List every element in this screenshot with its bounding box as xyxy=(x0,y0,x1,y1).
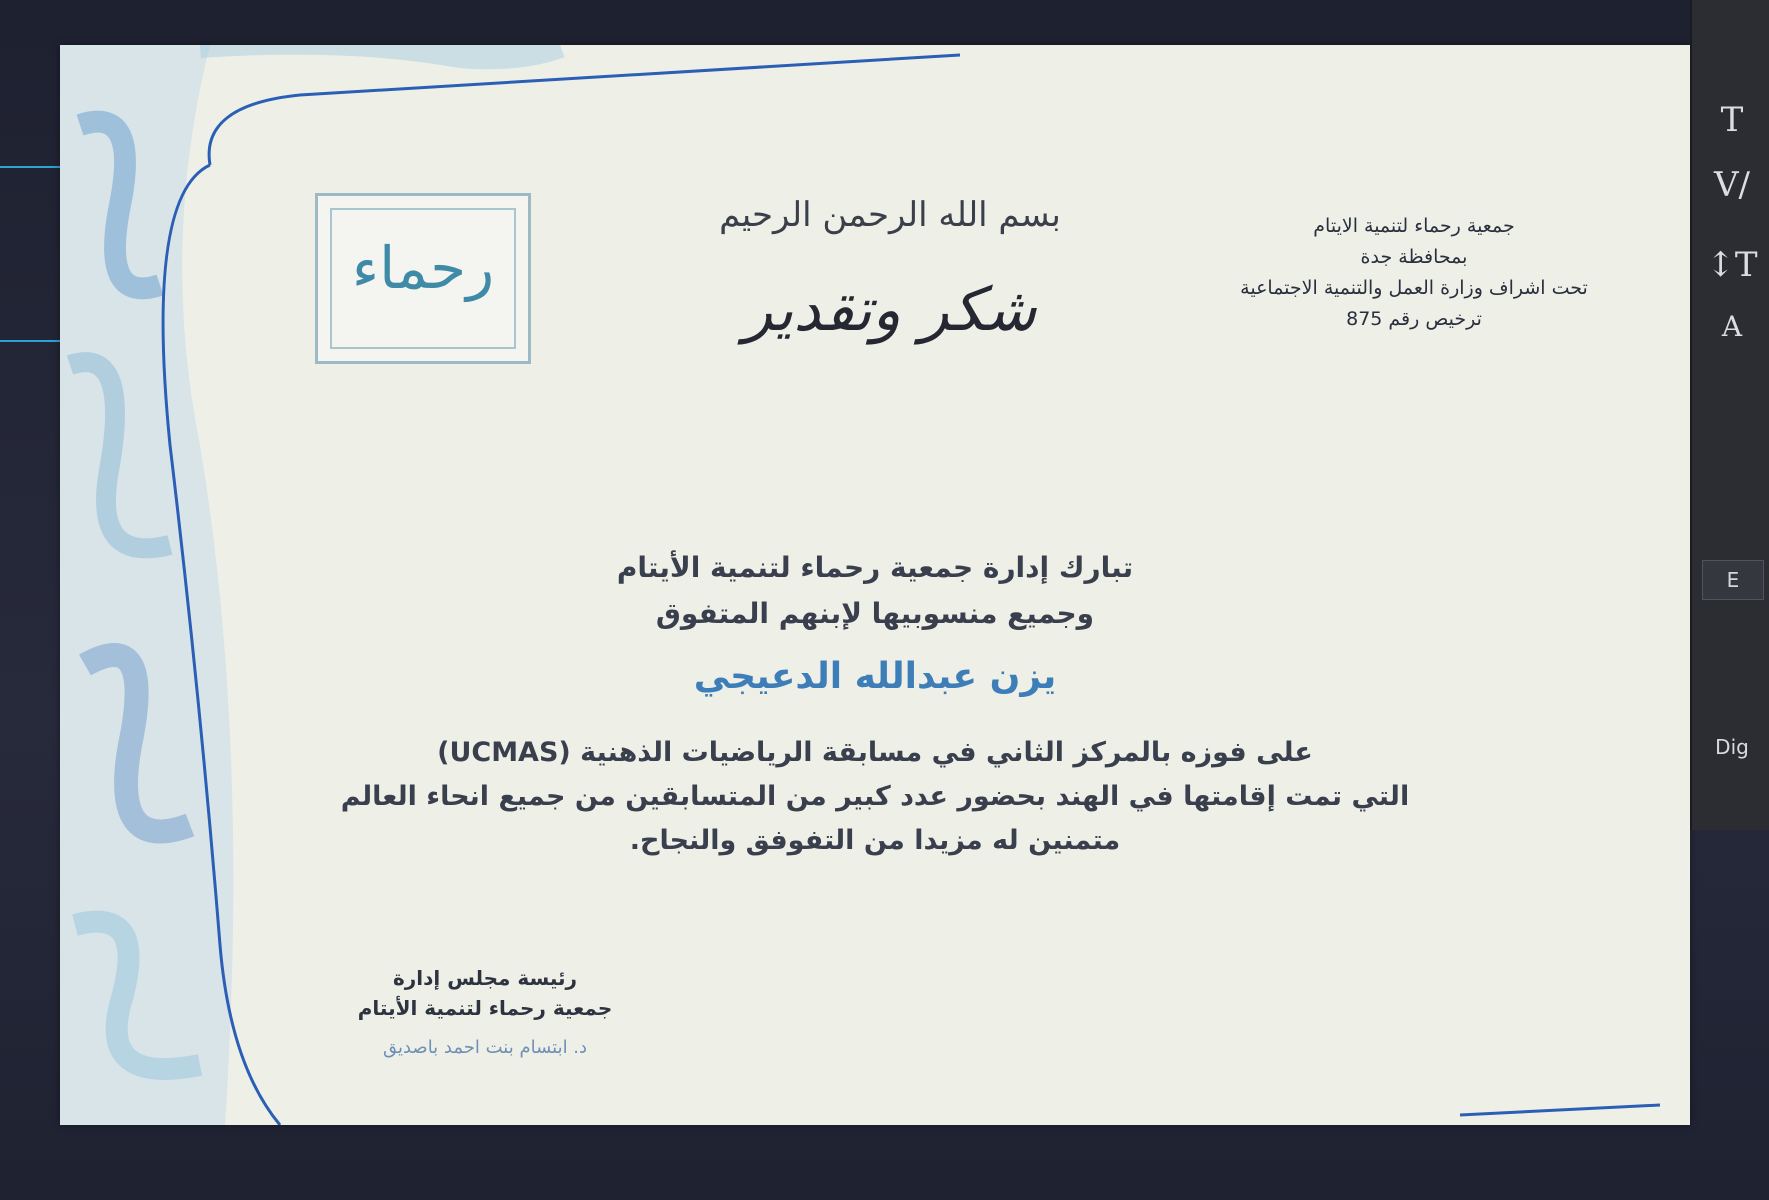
achievement-line-1: على فوزه بالمركز الثاني في مسابقة الرياضيات الذهنية (UCMAS) xyxy=(437,737,1313,768)
org-license: ترخيص رقم 875 xyxy=(1346,308,1482,330)
signature-title-1: رئيسة مجلس إدارة xyxy=(392,966,578,990)
certificate-document xyxy=(60,45,1690,1125)
tools-panel xyxy=(1690,0,1769,830)
signature-name: د. ابتسام بنت احمد باصديق xyxy=(382,1037,588,1058)
basmala-calligraphy: بسم الله الرحمن الرحيم xyxy=(719,195,1061,235)
body-line-2: وجميع منسوبيها لإبنهم المتفوق xyxy=(655,597,1095,630)
signature-title-2: جمعية رحماء لتنمية الأيتام xyxy=(357,996,613,1020)
org-supervision: تحت اشراف وزارة العمل والتنمية الاجتماعية xyxy=(1240,277,1588,299)
baseline-shift-icon[interactable]: A xyxy=(1721,310,1743,343)
org-name: جمعية رحماء لتنمية الايتام xyxy=(1313,215,1515,237)
recipient-name: يزن عبدالله الدعيجي xyxy=(693,656,1057,697)
leading-icon[interactable]: ↕T xyxy=(1706,245,1758,285)
kerning-icon[interactable]: V/ xyxy=(1713,165,1750,205)
signature-block xyxy=(300,963,670,1067)
text-tool-icon[interactable]: T xyxy=(1720,100,1744,140)
panel-option-button[interactable]: E xyxy=(1702,560,1764,600)
org-city: بمحافظة جدة xyxy=(1360,246,1468,268)
rohamaa-logo xyxy=(315,193,531,364)
body-line-1: تبارك إدارة جمعية رحماء لتنمية الأيتام xyxy=(616,551,1134,584)
certificate-body xyxy=(300,545,1450,863)
achievement-line-3: متمنين له مزيدا من التفوفق والنجاح. xyxy=(629,825,1121,856)
achievement-line-2: التي تمت إقامتها في الهند بحضور عدد كبير من المتسابقين من جميع انحاء العالم xyxy=(340,781,1410,812)
organization-header xyxy=(1204,211,1624,335)
certificate-title: شكر وتقدير xyxy=(743,275,1037,345)
logo-text: رحماء xyxy=(351,234,495,302)
achievement-text xyxy=(300,731,1450,863)
panel-label: Dig xyxy=(1715,735,1749,759)
